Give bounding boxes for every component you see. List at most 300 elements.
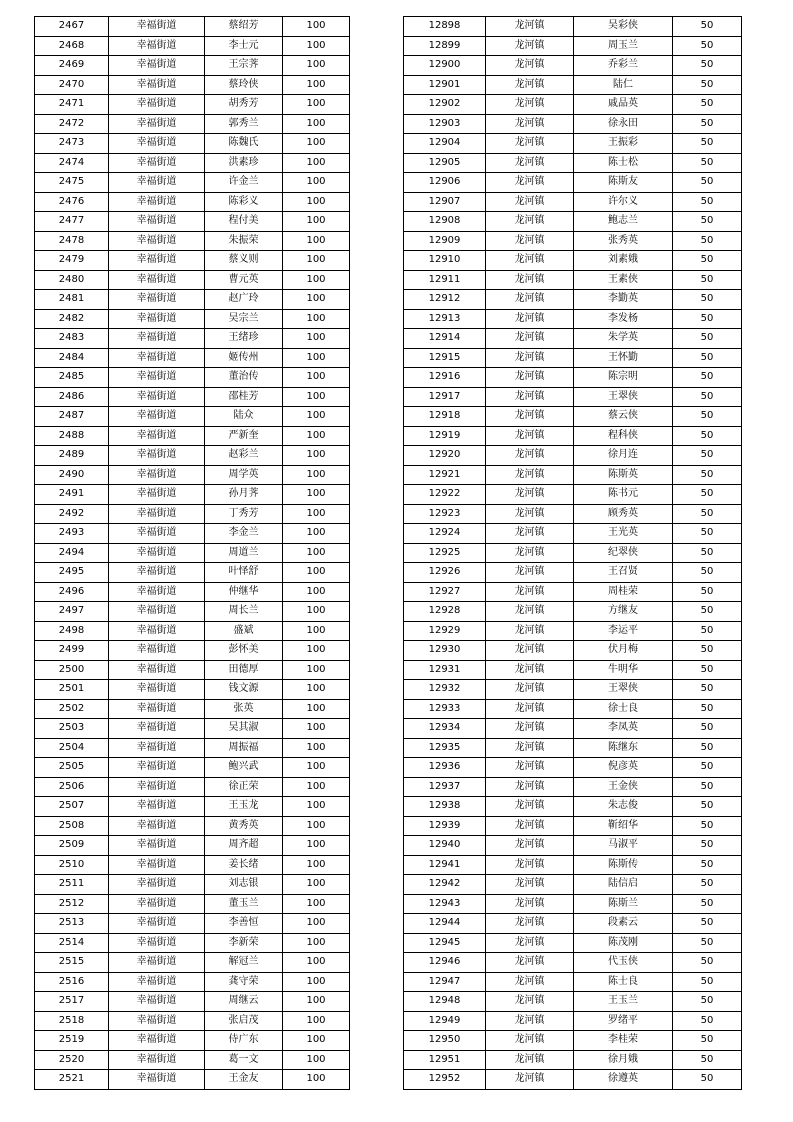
district-cell: 幸福街道 — [109, 426, 205, 446]
name-cell: 王玉兰 — [574, 992, 673, 1012]
serial-number-cell: 2469 — [35, 56, 109, 76]
serial-number-cell: 2515 — [35, 953, 109, 973]
serial-number-cell: 2496 — [35, 582, 109, 602]
serial-number-cell: 12936 — [404, 758, 486, 778]
name-cell: 姬传州 — [205, 348, 283, 368]
amount-cell: 100 — [283, 777, 350, 797]
serial-number-cell: 2483 — [35, 329, 109, 349]
district-cell: 龙河镇 — [486, 855, 574, 875]
amount-cell: 100 — [283, 719, 350, 739]
table-row — [404, 153, 742, 173]
amount-cell: 100 — [283, 953, 350, 973]
district-cell: 龙河镇 — [486, 290, 574, 310]
district-cell: 龙河镇 — [486, 914, 574, 934]
serial-number-cell: 12929 — [404, 621, 486, 641]
amount-cell: 50 — [673, 816, 742, 836]
serial-number-cell: 2484 — [35, 348, 109, 368]
serial-number-cell: 12952 — [404, 1070, 486, 1090]
name-cell: 吴宗兰 — [205, 309, 283, 329]
name-cell: 周玉兰 — [574, 36, 673, 56]
district-cell: 龙河镇 — [486, 894, 574, 914]
table-row — [404, 446, 742, 466]
district-cell: 龙河镇 — [486, 777, 574, 797]
table-row — [404, 894, 742, 914]
name-cell: 孙月荠 — [205, 485, 283, 505]
name-cell: 王素侠 — [574, 270, 673, 290]
serial-number-cell: 12951 — [404, 1050, 486, 1070]
district-cell: 龙河镇 — [486, 153, 574, 173]
table-row — [35, 582, 350, 602]
table-row — [35, 329, 350, 349]
name-cell: 张秀英 — [574, 231, 673, 251]
amount-cell: 100 — [283, 1070, 350, 1090]
serial-number-cell: 2504 — [35, 738, 109, 758]
district-cell: 幸福街道 — [109, 290, 205, 310]
name-cell: 仲继华 — [205, 582, 283, 602]
serial-number-cell: 12902 — [404, 95, 486, 115]
serial-number-cell: 2513 — [35, 914, 109, 934]
table-row — [35, 797, 350, 817]
name-cell: 蔡绍芳 — [205, 17, 283, 37]
district-cell: 幸福街道 — [109, 329, 205, 349]
district-cell: 幸福街道 — [109, 153, 205, 173]
serial-number-cell: 12934 — [404, 719, 486, 739]
serial-number-cell: 12931 — [404, 660, 486, 680]
name-cell: 靳绍华 — [574, 816, 673, 836]
table-row — [35, 348, 350, 368]
name-cell: 徐遵英 — [574, 1070, 673, 1090]
name-cell: 朱学英 — [574, 329, 673, 349]
district-cell: 龙河镇 — [486, 1031, 574, 1051]
district-cell: 幸福街道 — [109, 17, 205, 37]
district-cell: 龙河镇 — [486, 543, 574, 563]
serial-number-cell: 2497 — [35, 602, 109, 622]
serial-number-cell: 2508 — [35, 816, 109, 836]
district-cell: 幸福街道 — [109, 660, 205, 680]
district-cell: 幸福街道 — [109, 348, 205, 368]
district-cell: 龙河镇 — [486, 212, 574, 232]
serial-number-cell: 12906 — [404, 173, 486, 193]
table-row — [404, 387, 742, 407]
table-row — [35, 75, 350, 95]
serial-number-cell: 12912 — [404, 290, 486, 310]
amount-cell: 50 — [673, 75, 742, 95]
amount-cell: 100 — [283, 270, 350, 290]
table-row — [35, 563, 350, 583]
name-cell: 洪素珍 — [205, 153, 283, 173]
table-row — [404, 36, 742, 56]
table-row — [35, 153, 350, 173]
district-cell: 幸福街道 — [109, 914, 205, 934]
table-row — [35, 192, 350, 212]
district-cell: 龙河镇 — [486, 95, 574, 115]
table-row — [35, 134, 350, 154]
serial-number-cell: 2517 — [35, 992, 109, 1012]
name-cell: 李勤英 — [574, 290, 673, 310]
name-cell: 王金友 — [205, 1070, 283, 1090]
serial-number-cell: 2470 — [35, 75, 109, 95]
amount-cell: 50 — [673, 992, 742, 1012]
amount-cell: 50 — [673, 368, 742, 388]
name-cell: 段素云 — [574, 914, 673, 934]
left-roster-table — [34, 16, 350, 1090]
amount-cell: 50 — [673, 524, 742, 544]
serial-number-cell: 12928 — [404, 602, 486, 622]
amount-cell: 100 — [283, 660, 350, 680]
serial-number-cell: 12900 — [404, 56, 486, 76]
district-cell: 龙河镇 — [486, 368, 574, 388]
name-cell: 陆信启 — [574, 875, 673, 895]
table-row — [404, 992, 742, 1012]
name-cell: 刘素娥 — [574, 251, 673, 271]
amount-cell: 50 — [673, 504, 742, 524]
amount-cell: 50 — [673, 329, 742, 349]
amount-cell: 50 — [673, 953, 742, 973]
table-row — [35, 738, 350, 758]
district-cell: 幸福街道 — [109, 738, 205, 758]
table-row — [404, 75, 742, 95]
serial-number-cell: 2472 — [35, 114, 109, 134]
name-cell: 蔡玲侠 — [205, 75, 283, 95]
table-row — [404, 855, 742, 875]
district-cell: 龙河镇 — [486, 192, 574, 212]
name-cell: 胡秀芳 — [205, 95, 283, 115]
table-row — [404, 719, 742, 739]
serial-number-cell: 12937 — [404, 777, 486, 797]
district-cell: 幸福街道 — [109, 972, 205, 992]
table-row — [404, 699, 742, 719]
amount-cell: 50 — [673, 1050, 742, 1070]
district-cell: 幸福街道 — [109, 192, 205, 212]
serial-number-cell: 12904 — [404, 134, 486, 154]
table-row — [35, 504, 350, 524]
amount-cell: 100 — [283, 114, 350, 134]
serial-number-cell: 2479 — [35, 251, 109, 271]
district-cell: 龙河镇 — [486, 231, 574, 251]
amount-cell: 100 — [283, 426, 350, 446]
district-cell: 幸福街道 — [109, 114, 205, 134]
name-cell: 陆众 — [205, 407, 283, 427]
name-cell: 王宗荠 — [205, 56, 283, 76]
amount-cell: 100 — [283, 602, 350, 622]
table-row — [404, 543, 742, 563]
amount-cell: 50 — [673, 914, 742, 934]
serial-number-cell: 12920 — [404, 446, 486, 466]
district-cell: 龙河镇 — [486, 1070, 574, 1090]
table-row — [404, 836, 742, 856]
district-cell: 龙河镇 — [486, 114, 574, 134]
table-row — [404, 738, 742, 758]
serial-number-cell: 2512 — [35, 894, 109, 914]
amount-cell: 100 — [283, 582, 350, 602]
table-row — [35, 953, 350, 973]
name-cell: 徐永田 — [574, 114, 673, 134]
table-row — [404, 270, 742, 290]
amount-cell: 100 — [283, 173, 350, 193]
name-cell: 张启茂 — [205, 1011, 283, 1031]
district-cell: 幸福街道 — [109, 1031, 205, 1051]
name-cell: 陈斯兰 — [574, 894, 673, 914]
name-cell: 徐士良 — [574, 699, 673, 719]
serial-number-cell: 12943 — [404, 894, 486, 914]
district-cell: 幸福街道 — [109, 173, 205, 193]
amount-cell: 50 — [673, 680, 742, 700]
table-row — [404, 231, 742, 251]
amount-cell: 50 — [673, 485, 742, 505]
serial-number-cell: 2476 — [35, 192, 109, 212]
table-row — [35, 231, 350, 251]
amount-cell: 50 — [673, 1070, 742, 1090]
name-cell: 鲍志兰 — [574, 212, 673, 232]
table-row — [35, 641, 350, 661]
name-cell: 赵彩兰 — [205, 446, 283, 466]
table-row — [404, 582, 742, 602]
district-cell: 龙河镇 — [486, 446, 574, 466]
name-cell: 陈士松 — [574, 153, 673, 173]
table-row — [404, 524, 742, 544]
table-row — [404, 933, 742, 953]
table-row — [404, 368, 742, 388]
name-cell: 周齐超 — [205, 836, 283, 856]
amount-cell: 50 — [673, 621, 742, 641]
serial-number-cell: 12905 — [404, 153, 486, 173]
serial-number-cell: 12938 — [404, 797, 486, 817]
serial-number-cell: 12930 — [404, 641, 486, 661]
amount-cell: 100 — [283, 758, 350, 778]
name-cell: 牛明华 — [574, 660, 673, 680]
serial-number-cell: 2471 — [35, 95, 109, 115]
name-cell: 吴彩侠 — [574, 17, 673, 37]
table-row — [404, 621, 742, 641]
table-row — [35, 114, 350, 134]
name-cell: 陆仁 — [574, 75, 673, 95]
amount-cell: 100 — [283, 290, 350, 310]
table-row — [35, 602, 350, 622]
table-row — [35, 543, 350, 563]
serial-number-cell: 12949 — [404, 1011, 486, 1031]
table-row — [35, 758, 350, 778]
serial-number-cell: 2478 — [35, 231, 109, 251]
table-row — [404, 251, 742, 271]
name-cell: 陈彩义 — [205, 192, 283, 212]
amount-cell: 50 — [673, 173, 742, 193]
name-cell: 董治传 — [205, 368, 283, 388]
name-cell: 罗绪平 — [574, 1011, 673, 1031]
table-row — [35, 855, 350, 875]
serial-number-cell: 2507 — [35, 797, 109, 817]
amount-cell: 50 — [673, 875, 742, 895]
district-cell: 龙河镇 — [486, 524, 574, 544]
amount-cell: 100 — [283, 797, 350, 817]
table-row — [35, 173, 350, 193]
serial-number-cell: 12909 — [404, 231, 486, 251]
name-cell: 李桂荣 — [574, 1031, 673, 1051]
amount-cell: 100 — [283, 348, 350, 368]
table-row — [404, 758, 742, 778]
table-row — [404, 95, 742, 115]
name-cell: 李金兰 — [205, 524, 283, 544]
table-row — [404, 641, 742, 661]
serial-number-cell: 12899 — [404, 36, 486, 56]
table-row — [35, 465, 350, 485]
name-cell: 龚守荣 — [205, 972, 283, 992]
name-cell: 李运平 — [574, 621, 673, 641]
table-row — [404, 1050, 742, 1070]
serial-number-cell: 2488 — [35, 426, 109, 446]
district-cell: 龙河镇 — [486, 1011, 574, 1031]
district-cell: 幸福街道 — [109, 699, 205, 719]
table-row — [404, 1011, 742, 1031]
amount-cell: 50 — [673, 855, 742, 875]
name-cell: 程付美 — [205, 212, 283, 232]
table-row — [404, 972, 742, 992]
serial-number-cell: 12939 — [404, 816, 486, 836]
serial-number-cell: 12941 — [404, 855, 486, 875]
name-cell: 郭秀兰 — [205, 114, 283, 134]
serial-number-cell: 2501 — [35, 680, 109, 700]
serial-number-cell: 2473 — [35, 134, 109, 154]
district-cell: 龙河镇 — [486, 36, 574, 56]
district-cell: 幸福街道 — [109, 543, 205, 563]
amount-cell: 50 — [673, 56, 742, 76]
table-row — [35, 309, 350, 329]
table-row — [35, 777, 350, 797]
amount-cell: 100 — [283, 914, 350, 934]
amount-cell: 100 — [283, 836, 350, 856]
name-cell: 徐正荣 — [205, 777, 283, 797]
serial-number-cell: 12950 — [404, 1031, 486, 1051]
name-cell: 马淑平 — [574, 836, 673, 856]
amount-cell: 100 — [283, 992, 350, 1012]
district-cell: 龙河镇 — [486, 992, 574, 1012]
serial-number-cell: 12914 — [404, 329, 486, 349]
serial-number-cell: 2510 — [35, 855, 109, 875]
table-row — [404, 875, 742, 895]
serial-number-cell: 2509 — [35, 836, 109, 856]
name-cell: 倪彦英 — [574, 758, 673, 778]
name-cell: 王金侠 — [574, 777, 673, 797]
name-cell: 朱振荣 — [205, 231, 283, 251]
amount-cell: 100 — [283, 192, 350, 212]
table-row — [404, 17, 742, 37]
name-cell: 许金兰 — [205, 173, 283, 193]
name-cell: 黄秀英 — [205, 816, 283, 836]
amount-cell: 100 — [283, 816, 350, 836]
amount-cell: 50 — [673, 114, 742, 134]
district-cell: 龙河镇 — [486, 251, 574, 271]
table-row — [35, 719, 350, 739]
district-cell: 幸福街道 — [109, 641, 205, 661]
amount-cell: 50 — [673, 797, 742, 817]
amount-cell: 50 — [673, 348, 742, 368]
district-cell: 幸福街道 — [109, 270, 205, 290]
amount-cell: 50 — [673, 212, 742, 232]
amount-cell: 100 — [283, 329, 350, 349]
table-row — [404, 680, 742, 700]
amount-cell: 100 — [283, 563, 350, 583]
serial-number-cell: 12940 — [404, 836, 486, 856]
amount-cell: 50 — [673, 1031, 742, 1051]
name-cell: 徐月连 — [574, 446, 673, 466]
name-cell: 彭怀美 — [205, 641, 283, 661]
name-cell: 徐月娥 — [574, 1050, 673, 1070]
name-cell: 赵广玲 — [205, 290, 283, 310]
serial-number-cell: 2490 — [35, 465, 109, 485]
name-cell: 李发杨 — [574, 309, 673, 329]
district-cell: 龙河镇 — [486, 680, 574, 700]
name-cell: 解冠兰 — [205, 953, 283, 973]
amount-cell: 100 — [283, 894, 350, 914]
serial-number-cell: 2502 — [35, 699, 109, 719]
name-cell: 张英 — [205, 699, 283, 719]
serial-number-cell: 12918 — [404, 407, 486, 427]
table-row — [35, 933, 350, 953]
table-row — [404, 504, 742, 524]
serial-number-cell: 2518 — [35, 1011, 109, 1031]
district-cell: 龙河镇 — [486, 660, 574, 680]
amount-cell: 50 — [673, 134, 742, 154]
amount-cell: 50 — [673, 426, 742, 446]
table-row — [35, 485, 350, 505]
amount-cell: 50 — [673, 641, 742, 661]
serial-number-cell: 2485 — [35, 368, 109, 388]
serial-number-cell: 12901 — [404, 75, 486, 95]
district-cell: 幸福街道 — [109, 680, 205, 700]
district-cell: 龙河镇 — [486, 641, 574, 661]
amount-cell: 50 — [673, 231, 742, 251]
table-row — [404, 407, 742, 427]
name-cell: 陈宗明 — [574, 368, 673, 388]
name-cell: 蔡义则 — [205, 251, 283, 271]
amount-cell: 50 — [673, 309, 742, 329]
district-cell: 幸福街道 — [109, 894, 205, 914]
serial-number-cell: 2489 — [35, 446, 109, 466]
amount-cell: 50 — [673, 777, 742, 797]
amount-cell: 100 — [283, 524, 350, 544]
name-cell: 钱文源 — [205, 680, 283, 700]
name-cell: 丁秀芳 — [205, 504, 283, 524]
district-cell: 龙河镇 — [486, 407, 574, 427]
serial-number-cell: 2505 — [35, 758, 109, 778]
serial-number-cell: 2494 — [35, 543, 109, 563]
serial-number-cell: 2499 — [35, 641, 109, 661]
amount-cell: 50 — [673, 972, 742, 992]
district-cell: 幸福街道 — [109, 485, 205, 505]
serial-number-cell: 12898 — [404, 17, 486, 37]
table-row — [404, 660, 742, 680]
serial-number-cell: 12915 — [404, 348, 486, 368]
district-cell: 龙河镇 — [486, 953, 574, 973]
table-row — [404, 329, 742, 349]
name-cell: 叶怿舒 — [205, 563, 283, 583]
name-cell: 陈斯传 — [574, 855, 673, 875]
amount-cell: 100 — [283, 134, 350, 154]
name-cell: 周学英 — [205, 465, 283, 485]
name-cell: 陈士良 — [574, 972, 673, 992]
table-row — [35, 212, 350, 232]
table-row — [404, 816, 742, 836]
district-cell: 龙河镇 — [486, 17, 574, 37]
district-cell: 龙河镇 — [486, 75, 574, 95]
name-cell: 陈继东 — [574, 738, 673, 758]
table-row — [35, 270, 350, 290]
serial-number-cell: 2477 — [35, 212, 109, 232]
district-cell: 幸福街道 — [109, 875, 205, 895]
serial-number-cell: 2468 — [35, 36, 109, 56]
district-cell: 幸福街道 — [109, 719, 205, 739]
name-cell: 田德厚 — [205, 660, 283, 680]
district-cell: 龙河镇 — [486, 875, 574, 895]
